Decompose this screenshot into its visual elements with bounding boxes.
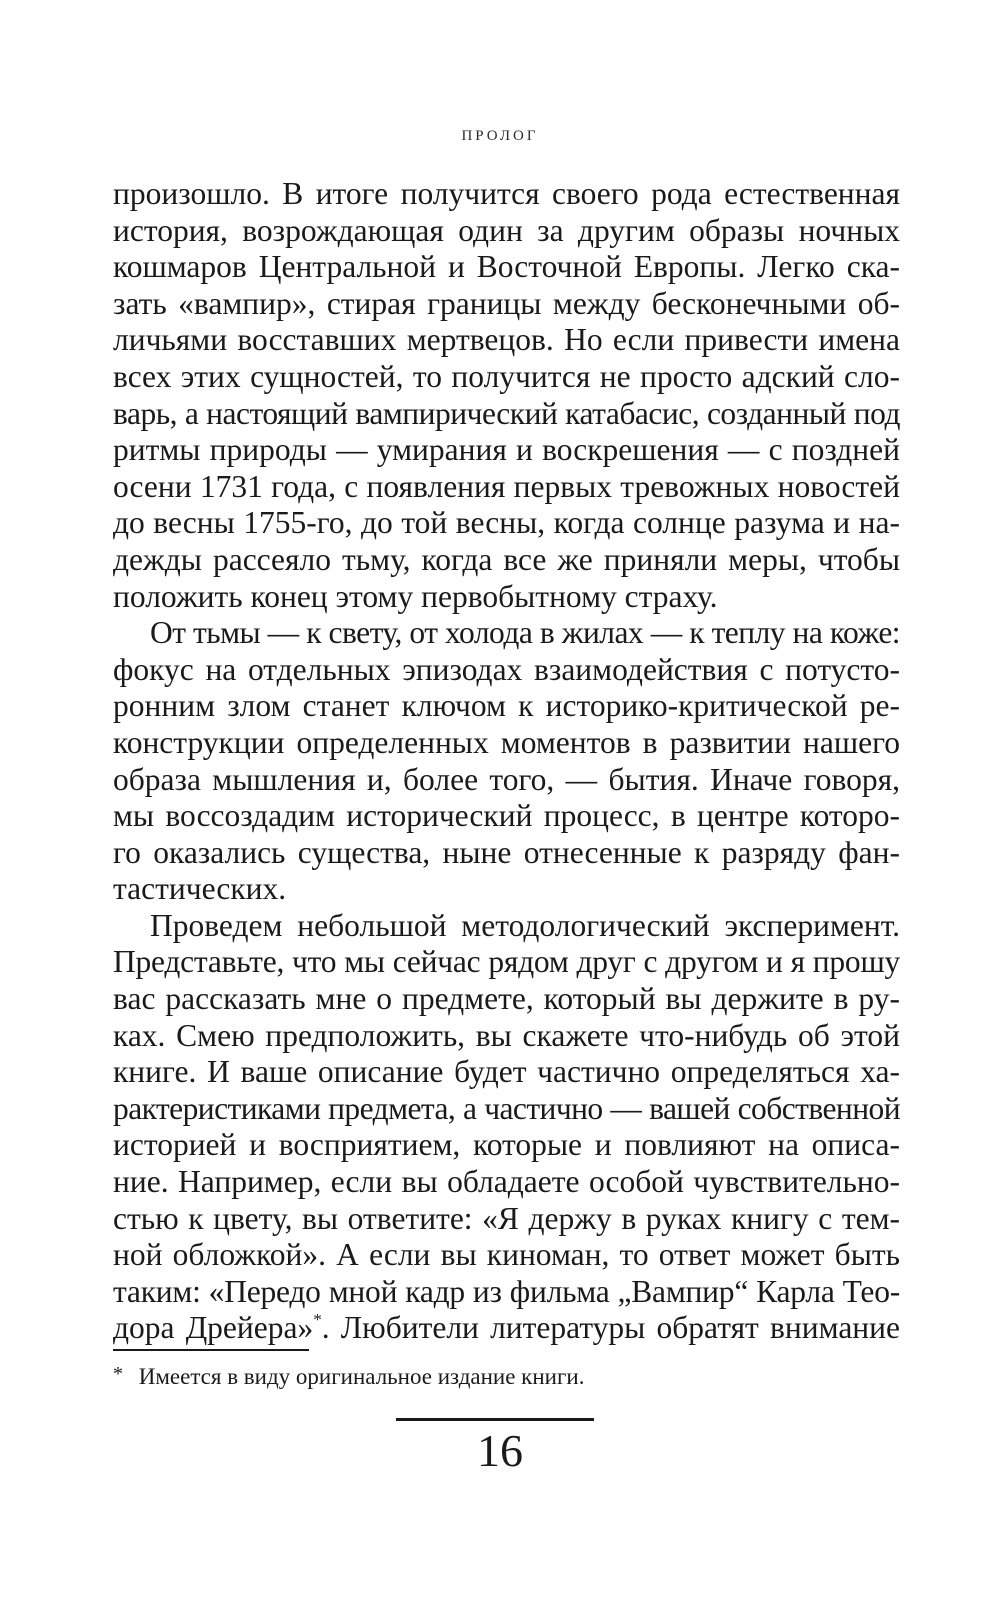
text-segment: дора Дрейера» xyxy=(113,1310,314,1346)
text-line: образа мышления и, более того, — бытия. Иначе говоря, xyxy=(113,761,900,797)
text-line: до весны 1755-го, до той весны, когда солнце разума и на- xyxy=(113,505,900,541)
text-line: дежды рассеяло тьму, когда все же приняли меры, чтобы xyxy=(113,541,900,577)
footnote-mark: * xyxy=(113,1363,123,1385)
text-line: книге. И ваше описание будет частично определяться ха- xyxy=(113,1054,900,1090)
text-line: ние. Например, если вы обладаете особой чувствительно- xyxy=(113,1164,900,1200)
page-number-rule xyxy=(396,1418,594,1421)
text-line: осени 1731 года, с появления первых тревожных новостей xyxy=(113,468,900,504)
text-line: ках. Смею предположить, вы скажете что-нибудь об этой xyxy=(113,1017,900,1053)
text-line: таким: «Передо мной кадр из фильма „Вампир“ Карла Тео- xyxy=(113,1273,900,1309)
text-line: Проведем небольшой методологический эксперимент. xyxy=(150,907,900,943)
text-line: история, возрождающая один за другим образы ночных xyxy=(113,212,900,248)
footnote-reference[interactable]: * xyxy=(313,1310,322,1330)
text-line: го оказались существа, ныне отнесенные к разряду фан- xyxy=(113,834,900,870)
text-line: личьями восставших мертвецов. Но если привести имена xyxy=(113,322,900,358)
text-line: ной обложкой». А если вы киноман, то ответ может быть xyxy=(113,1237,900,1273)
text-line: Представьте, что мы сейчас рядом друг с другом и я прошу xyxy=(113,944,900,980)
text-line: стью к цвету, вы ответите: «Я держу в руках книгу с тем- xyxy=(113,1200,900,1236)
text-line: вас рассказать мне о предмете, который вы держите в ру- xyxy=(113,981,900,1017)
text-line: зать «вампир», стирая границы между бесконечными об- xyxy=(113,285,900,321)
text-line: положить конец этому первобытному страху. xyxy=(113,578,718,614)
text-line: варь, а настоящий вампирический катабасис, созданный под xyxy=(113,395,900,431)
footnote xyxy=(113,1359,900,1392)
text-line: фокус на отдельных эпизодах взаимодействия с потусто- xyxy=(113,651,900,687)
text-line-with-footnote: дора Дрейера»*. Любители литературы обратят внимание xyxy=(113,1310,900,1346)
text-line: конструкции определенных моментов в развитии нашего xyxy=(113,724,900,760)
body-text xyxy=(113,176,900,1347)
text-line: историей и восприятием, которые и повлияют на описа- xyxy=(113,1127,900,1163)
text-line: кошмаров Центральной и Восточной Европы. Легко ска- xyxy=(113,249,900,285)
text-line: рактеристиками предмета, а частично — вашей собственной xyxy=(113,1090,900,1126)
text-line: ронним злом станет ключом к историко-критической ре- xyxy=(113,688,900,724)
running-head: ПРОЛОГ xyxy=(461,128,539,144)
text-line: мы воссоздадим исторический процесс, в центре которо- xyxy=(113,798,900,834)
footnote-divider xyxy=(113,1349,309,1351)
text-segment: Любители литературы обратят внимание xyxy=(340,1310,900,1346)
footnote-text: Имеется в виду оригинальное издание книги. xyxy=(138,1364,585,1389)
text-line: ритмы природы — умирания и воскрешения — с поздней xyxy=(113,432,900,468)
text-line: всех этих сущностей, то получится не просто адский сло- xyxy=(113,358,900,394)
page-number: 16 xyxy=(477,1425,523,1476)
text-line: произошло. В итоге получится своего рода естественная xyxy=(113,176,900,211)
text-line: От тьмы — к свету, от холода в жилах — к теплу на коже: xyxy=(150,615,900,651)
text-line: тастических. xyxy=(113,871,287,907)
